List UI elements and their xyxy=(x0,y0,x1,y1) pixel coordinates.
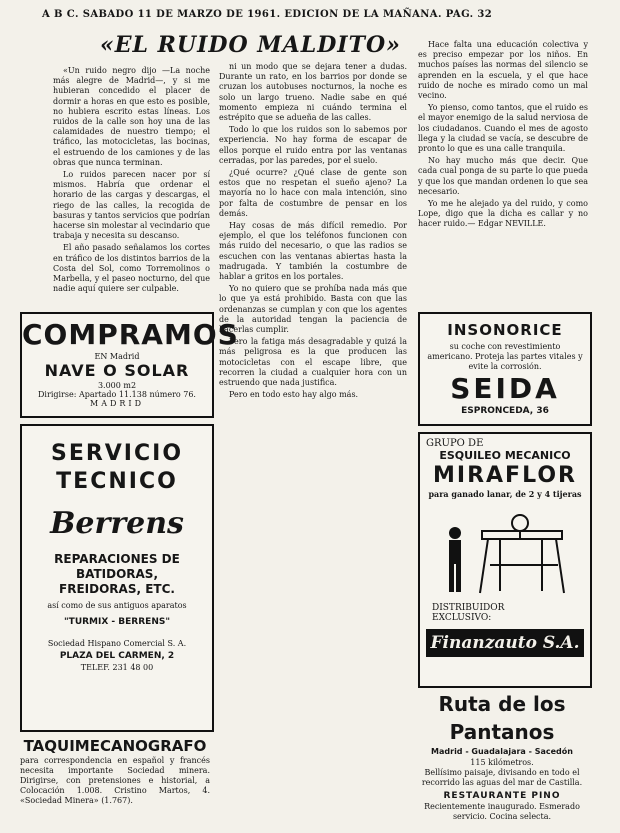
ad-miraflor xyxy=(418,432,592,688)
ad-insonorice xyxy=(418,312,592,426)
ad-miraflor-brand: MIRAFLOR xyxy=(433,463,577,488)
ad-miraflor-dist1: DISTRIBUIDOR xyxy=(432,603,505,613)
ad-pantanos-km: 115 kilómetros. xyxy=(470,758,534,767)
paragraph: Hace falta una educación colectiva y es preciso empezar por los niños. En muchos países las normas del silencio se aprenden en la escuela, y el que hace ruido de noche es mirado como un mal vecino. xyxy=(418,40,588,101)
article-column-1 xyxy=(53,66,210,306)
paragraph: El año pasado señalamos los cortes en tráfico de los distintos barrios de la Costa del Sol, como Torremolinos o Marbella, y el paseo nocturno, del que nadie aquí quiere ser culpable. xyxy=(53,243,210,294)
ad-insonorice-title: INSONORICE xyxy=(447,321,563,339)
paragraph: ni un modo que se dejara tener a dudas. Durante un rato, en los barrios por donde se cruzan los autobuses nocturnos, la noche es solo un largo trueno. Nadie sabe en qué momento empieza ni cuándo termina el estrépito que se adueña de las calles. xyxy=(219,62,407,123)
paragraph: No hay mucho más que decir. Que cada cual ponga de su parte lo que pueda y que los que mandan ordenen lo que sea necesario. xyxy=(418,156,588,196)
ad-servicio-address: PLAZA DEL CARMEN, 2 xyxy=(59,651,175,661)
article-headline: «EL RUIDO MALDITO» xyxy=(100,32,401,58)
ad-compramos-line4: Dirigirse: Apartado 11.138 número 76. xyxy=(38,390,196,399)
ad-servicio-brand2: "TURMIX - BERRENS" xyxy=(63,617,171,627)
ad-servicio-repair: REPARACIONES DE BATIDORAS, FREIDORAS, ETC. xyxy=(54,552,180,596)
ad-ruta-pantanos xyxy=(414,690,590,830)
paragraph: «Un ruido negro dijo —La noche más alegre de Madrid—, y si me hubieran concedido el placer de dormir a horas en que esto es posible, no hubiera escrito estas líneas. Los ruidos de la calle son hoy una de las calamidades de nuestro tiempo; el tráfico, las motocicletas, las bocinas, el estruendo de los camiones y de las obras que nunca terminan. xyxy=(53,66,210,167)
page-header: A B C. SABADO 11 DE MARZO DE 1961. EDICION DE LA MAÑANA. PAG. 32 xyxy=(42,9,493,20)
ad-taqui-title: TAQUIMECANOGRAFO xyxy=(23,737,207,755)
ad-servicio-tecnico xyxy=(20,424,214,732)
shearing-machine-illustration xyxy=(430,503,580,603)
ad-pantanos-route: Madrid - Guadalajara - Sacedón xyxy=(431,747,573,756)
ad-miraflor-dist2: EXCLUSIVO: xyxy=(432,613,492,623)
paragraph: ¿Qué ocurre? ¿Qué clase de gente son estos que no respetan el sueño ajeno? La mayoría no lo hace con mala intención, sino por falta de costumbre de pensar en los demás. xyxy=(219,168,407,218)
machine-frame xyxy=(480,515,564,593)
ad-compramos-line1: EN Madrid xyxy=(94,352,140,361)
ad-compramos-line3: 3.000 m2 xyxy=(97,381,137,390)
ad-pantanos-text2: Recientemente inaugurado. Esmerado servicio. Cocina selecta. xyxy=(424,802,580,821)
paragraph: Yo me he alejado ya del ruido, y como Lope, digo que la dicha es callar y no hacer ruido.— Edgar NEVILLE. xyxy=(418,199,588,229)
paragraph: Yo pienso, como tantos, que el ruido es el mayor enemigo de la salud nerviosa de los ciudadanos. Cuando el mes de agosto llega y la ciudad se vacía, se descubre de pronto lo que es una calle tranquila. xyxy=(418,103,588,154)
ad-compramos-line5: MADRID xyxy=(90,399,144,408)
ad-compramos xyxy=(20,312,239,418)
ad-miraflor-line1: GRUPO DE xyxy=(426,438,484,449)
worker-figure xyxy=(449,527,461,592)
ad-insonorice-brand: SEIDA xyxy=(450,372,560,405)
ad-servicio-company: Sociedad Hispano Comercial S. A. xyxy=(47,639,187,648)
ad-miraflor-company: Finanzauto S.A. xyxy=(426,629,584,657)
ad-insonorice-text: su coche con revestimiento americano. Proteja las partes vitales y evite la corrosión. xyxy=(427,342,583,371)
ad-taquimecanografo xyxy=(20,736,210,828)
ad-pantanos-restaurant: RESTAURANTE PINO xyxy=(443,791,561,801)
ad-compramos-title: COMPRAMOS xyxy=(22,318,239,351)
paragraph: Yo no quiero que se prohíba nada más que lo que ya está prohibido. Basta con que las ordenanzas se cumplan y con que los agentes de la autoridad tengan la paciencia de hacerlas cumplir. xyxy=(219,284,407,335)
ad-miraflor-sub: para ganado lanar, de 2 y 4 tijeras xyxy=(428,489,582,499)
ad-servicio-title1: SERVICIO xyxy=(50,441,184,466)
ad-taqui-text: para correspondencia en español y francés necesita importante Sociedad minera. Dirigirse, con pretensiones e historial, a Colocación 1.008. Cristino Martos, 4. «Sociedad Minera» (1.767). xyxy=(20,756,210,805)
ad-pantanos-title: Ruta de los Pantanos xyxy=(438,692,566,744)
ad-compramos-line2: NAVE O SOLAR xyxy=(44,361,190,380)
ad-pantanos-text: Bellísimo paisaje, divisando en todo el recorrido las aguas del mar de Castilla. xyxy=(421,768,583,787)
ad-servicio-phone: TELEF. 231 48 00 xyxy=(80,663,154,672)
paragraph: Pero en todo esto hay algo más. xyxy=(229,390,359,400)
ad-insonorice-address: ESPRONCEDA, 36 xyxy=(461,406,549,416)
paragraph: Hay cosas de más difícil remedio. Por ejemplo, el que los teléfonos funcionen con más ruido del necesario, o que las radios se escuchen con las ventanas abiertas hasta la madrugada. Y también la costumbre de hablar a gritos en los portales. xyxy=(219,221,407,282)
ad-servicio-title2: TECNICO xyxy=(56,469,178,494)
ad-miraflor-line2: ESQUILEO MECANICO xyxy=(439,449,571,462)
paragraph: Pero la fatiga más desagradable y quizá la más peligrosa es la que producen las motocicletas con el escape libre, que recorren la ciudad a cualquier hora con un estruendo que nada justifica. xyxy=(219,337,407,388)
article-column-3 xyxy=(418,40,588,298)
ad-servicio-note: así como de sus antiguos aparatos xyxy=(47,601,187,610)
article-column-2 xyxy=(219,62,407,828)
paragraph: Todo lo que los ruidos son lo sabemos por experiencia. No hay forma de escapar de ellos porque el ruido entra por las ventanas cerradas, por las paredes, por el suelo. xyxy=(219,125,407,165)
ad-servicio-brand: Berrens xyxy=(50,506,184,541)
paragraph: Lo ruidos parecen nacer por sí mismos. Habría que ordenar el horario de las cargas y descargas, el riego de las calles, la recogida de basuras y tantos servicios que podrían hacerse sin molestar al vecindario que trabaja y necesita su descanso. xyxy=(53,170,210,241)
